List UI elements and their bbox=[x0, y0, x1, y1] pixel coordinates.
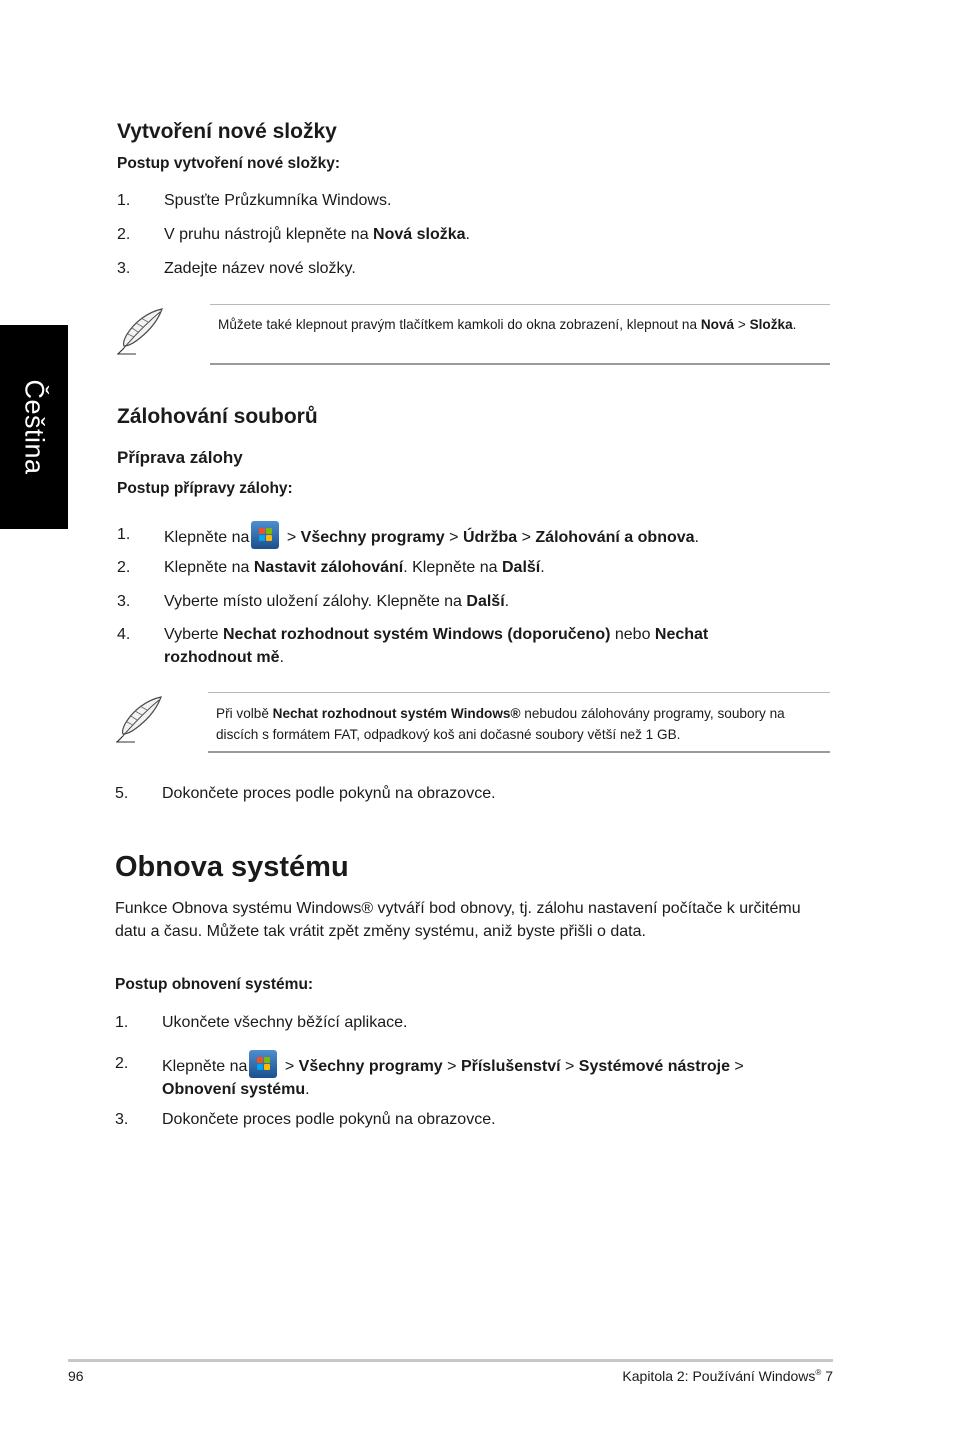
step-number: 1. bbox=[117, 526, 131, 543]
note-top-rule bbox=[210, 304, 830, 305]
note-top-rule bbox=[208, 692, 830, 693]
section-title-backup: Zálohování souborů bbox=[117, 405, 318, 428]
section-intro: Funkce Obnova systému Windows® vytváří bod obnovy, tj. zálohu nastavení počítače k určitému datu a času. Můžete tak vrátit zpět změny systému, aniž byste přišli o data. bbox=[115, 900, 801, 940]
step-text: Vyberte místo uložení zálohy. Klepněte na Další. bbox=[164, 593, 510, 610]
language-tab-label: Čeština bbox=[19, 379, 50, 475]
footer-chapter: Kapitola 2: Používání Windows® 7 bbox=[622, 1368, 833, 1384]
note-bottom-rule bbox=[208, 751, 830, 753]
section-lead-backup: Postup přípravy zálohy: bbox=[117, 480, 293, 497]
section-title-new-folder: Vytvoření nové složky bbox=[117, 120, 337, 143]
step-number: 3. bbox=[117, 593, 131, 610]
footer-rule bbox=[68, 1359, 833, 1362]
step-text: Ukončete všechny běžící aplikace. bbox=[162, 1014, 408, 1031]
windows-start-icon bbox=[251, 521, 279, 549]
note-text: Při volbě Nechat rozhodnout systém Windows® nebudou zálohovány programy, soubory na discích s formátem FAT, odpadkový koš ani dočasné soubory větší než 1 GB. bbox=[216, 706, 785, 742]
step-text: V pruhu nástrojů klepněte na Nová složka. bbox=[164, 226, 470, 243]
step-number: 5. bbox=[115, 785, 129, 802]
windows-start-icon bbox=[249, 1050, 277, 1078]
section-lead-new-folder: Postup vytvoření nové složky: bbox=[117, 155, 341, 172]
note-feather-icon bbox=[114, 306, 166, 356]
note-bottom-rule bbox=[210, 363, 830, 365]
section-title-system-restore: Obnova systému bbox=[115, 851, 349, 883]
step-text: Dokončete proces podle pokynů na obrazovce. bbox=[162, 785, 496, 802]
step-number: 1. bbox=[115, 1014, 129, 1031]
language-tab bbox=[0, 325, 68, 529]
step-number: 3. bbox=[115, 1111, 129, 1128]
note-text: Můžete také klepnout pravým tlačítkem kamkoli do okna zobrazení, klepnout na Nová > Složka. bbox=[218, 317, 797, 332]
step-text: Spusťte Průzkumníka Windows. bbox=[164, 192, 392, 209]
step-text: Vyberte Nechat rozhodnout systém Windows (doporučeno) nebo Nechat rozhodnout mě. bbox=[164, 626, 709, 666]
step-number: 2. bbox=[117, 226, 131, 243]
step-number: 4. bbox=[117, 626, 131, 643]
step-text: Zadejte název nové složky. bbox=[164, 260, 356, 277]
step-text: Klepněte na Nastavit zálohování. Klepněte na Další. bbox=[164, 559, 545, 576]
step-number: 2. bbox=[117, 559, 131, 576]
step-number: 2. bbox=[115, 1055, 129, 1072]
step-text: Klepněte na > Všechny programy > Údržba > Zálohování a obnova. bbox=[164, 521, 699, 549]
page-number: 96 bbox=[68, 1368, 84, 1384]
step-text: Klepněte na > Všechny programy > Příslušenství > Systémové nástroje > Obnovení systému. bbox=[162, 1050, 812, 1101]
step-text: Dokončete proces podle pokynů na obrazovce. bbox=[162, 1111, 496, 1128]
section-lead-restore: Postup obnovení systému: bbox=[115, 976, 314, 993]
step-number: 3. bbox=[117, 260, 131, 277]
step-number: 1. bbox=[117, 192, 131, 209]
section-subtitle-backup: Příprava zálohy bbox=[117, 448, 243, 467]
note-feather-icon bbox=[113, 694, 165, 744]
